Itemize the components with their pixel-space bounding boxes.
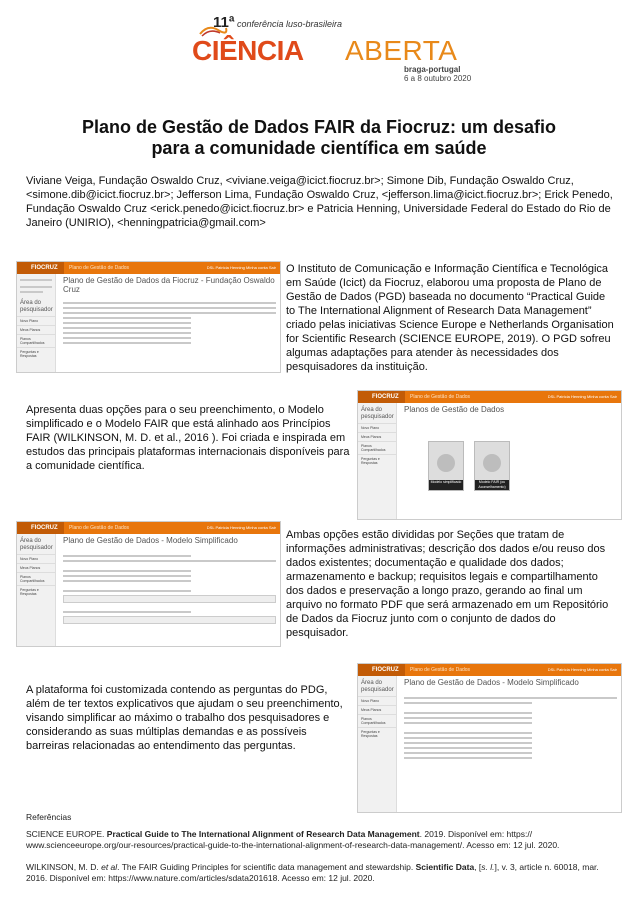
brand-label: FIOCRUZ (358, 391, 405, 403)
sidebar-item: Novo Plano (358, 423, 396, 432)
ref-2-author: WILKINSON, M. D. (26, 862, 102, 872)
reference-1 (26, 829, 618, 851)
sidebar-item: Planos Compartilhados (358, 441, 396, 454)
screen-title: Plano de Gestão de Dados - Modelo Simplificado (63, 536, 238, 545)
document-icon (437, 454, 455, 472)
logo-event-line (213, 14, 342, 31)
model-card-simple (428, 441, 464, 491)
sidebar-item: Novo Plano (358, 696, 396, 705)
paragraph-4: A plataforma foi customizada contendo as perguntas do PDG, além de ter textos explicativos que ajudam o seu preenchimento, visando simplificar ao máximo o trabalho dos pesquisadores e considerando as suas múltiplas demandas e as possíveis barreiras relacionadas ao entendimento das perguntas. (26, 684, 343, 752)
sidebar-item: Perguntas e Respostas (17, 585, 55, 598)
screenshot-plans (357, 390, 622, 520)
model-card-fair (474, 441, 510, 491)
ref-2-etal: et al (101, 862, 118, 872)
paragraph-3: Ambas opções estão divididas por Seções que tratam de informações administrativas; descrição dos dados e/ou reuso dos dados existentes; documentação e qualidade dos dados; armazenamento e backup; requisitos legais e compartilhamento dos dados e preservação a longo prazo, gerando ao final um arquivo no formato PDF que será armazenado em um Repositório de Dados da Fiocruz junto com o conjunto de dados do pesquisador. (286, 529, 609, 639)
logo-dates: 6 a 8 outubro 2020 (404, 74, 472, 83)
title-line-2: para a comunidade científica em saúde (151, 138, 487, 158)
title-line-1: Plano de Gestão de Dados FAIR da Fiocruz: um desafio (81, 117, 557, 137)
screenshot-form-admin (16, 521, 281, 647)
sidebar-item: Meus Planos (358, 432, 396, 441)
system-label: Plano de Gestão de Dados (410, 394, 471, 400)
ref-1-rest: . 2019. Disponível em: https:// www.scienceeurope.org/our-resources/practical-guide-to-the-international-alignment-of-research-data-management/. Acesso em: 12 jul. 2020. (26, 829, 560, 850)
sidebar-title: Área do pesquisador (20, 300, 53, 313)
reference-2 (26, 862, 618, 884)
ref-2-title: . The FAIR Guiding Principles for scientific data management and stewardship. (117, 862, 416, 872)
sidebar-item: Perguntas e Respostas (358, 454, 396, 467)
model-card-label: Modelo simplificado (429, 480, 463, 490)
screenshot-form-data (357, 663, 622, 813)
sidebar-item: Perguntas e Respostas (17, 347, 55, 360)
sidebar-item: Novo Plano (17, 554, 55, 563)
sidebar (17, 274, 56, 372)
sidebar-item: Meus Planos (17, 325, 55, 334)
paragraph-1: O Instituto de Comunicação e Informação Científica e Tecnológica em Saúde (Icict) da Fiocruz, elaborou uma proposta de Plano de Gestão de Dados (PGD) baseada no documento “Practical Guide to The International Alignment of Research Data Management” criado pelas iniciativas Science Europe e Netherlands Organisation for Scientific Research (SCIENCE EUROPE, 2019). O PGD sofreu algumas adaptações para atender às necessidades dos pesquisadores da instituição. (286, 263, 614, 373)
sidebar (358, 676, 397, 812)
user-menu: DSL Patricia Henning Minha conta Sair (547, 667, 617, 672)
sidebar-item: Meus Planos (358, 705, 396, 714)
brand-label: FIOCRUZ (358, 664, 405, 676)
user-menu: DSL Patricia Henning Minha conta Sair (206, 525, 276, 530)
sidebar (358, 403, 397, 519)
sidebar-title: Área do pesquisador (361, 407, 394, 420)
sidebar-item: Planos Compartilhados (17, 572, 55, 585)
sidebar (17, 534, 56, 646)
sidebar-title: Área do pesquisador (20, 538, 53, 551)
sidebar-item: Planos Compartilhados (358, 714, 396, 727)
poster-title (0, 117, 638, 159)
ref-2-bracket: , [ (474, 862, 482, 872)
logo-event-text: conferência luso-brasileira (236, 19, 342, 29)
authors: Viviane Veiga, Fundação Oswaldo Cruz, <viviane.veiga@icict.fiocruz.br>; Simone Dib, Fundação Oswaldo Cruz, <simone.dib@icict.fiocruz.br>; Jefferson Lima, Fundação Oswaldo Cruz, <jefferson.lima@icict.fiocruz.br>; Erick Penedo, Fundação Oswaldo Cruz <erick.penedo@icict.fiocruz.br> e Patricia Henning, Universidade Federal do Estado do Rio de Janeiro (UNIRIO), <henningpatricia@gmail.com> (26, 175, 613, 229)
user-menu: DSL Patricia Henning Minha conta Sair (547, 394, 617, 399)
sidebar-item: Perguntas e Respostas (358, 727, 396, 740)
logo-city: braga-portugal (404, 65, 461, 74)
ref-2-rest: ], v. 3, article n. 60018, mar. 2016. Disponível em: https://www.nature.com/articles/sdata201618. Acesso em: 12 jul. 2020. (26, 862, 599, 883)
paragraph-2: Apresenta duas opções para o seu preenchimento, o Modelo simplificado e o Modelo FAIR que está alinhado aos Princípios FAIR (WILKINSON, M. D. et al., 2016 ). Foi criada e inspirada em estudos das principais plataformas internacionais disponíveis para a comunidade científica. (26, 404, 350, 472)
user-menu: DSL Patricia Henning Minha conta Sair (206, 265, 276, 270)
document-icon (483, 454, 501, 472)
system-label: Plano de Gestão de Dados (69, 525, 130, 531)
sidebar-item: Novo Plano (17, 316, 55, 325)
sidebar-item: Planos Compartilhados (17, 334, 55, 347)
ref-1-title: Practical Guide to The International Alignment of Research Data Management (106, 829, 420, 839)
logo-aberta: ABERTA (345, 35, 458, 66)
system-label: Plano de Gestão de Dados (69, 265, 130, 271)
ref-2-sl: s. l. (481, 862, 495, 872)
system-label: Plano de Gestão de Dados (410, 667, 471, 673)
brand-label: FIOCRUZ (17, 262, 64, 274)
references-heading: Referências (26, 812, 72, 822)
sidebar-title: Área do pesquisador (361, 680, 394, 693)
model-card-label: Modelo FAIR (ou Aconselhamento) (475, 480, 509, 490)
screen-title: Plano de Gestão de Dados - Modelo Simplificado (404, 678, 579, 687)
logo-ciencia: CIÊNCIA (192, 35, 304, 66)
screen-title: Planos de Gestão de Dados (404, 405, 505, 414)
sidebar-item: Meus Planos (17, 563, 55, 572)
logo-subtitle (404, 65, 471, 83)
ref-2-journal: Scientific Data (415, 862, 475, 872)
screen-title: Plano de Gestão de Dados da Fiocruz - Fundação Oswaldo Cruz (63, 276, 275, 294)
ref-1-author: SCIENCE EUROPE. (26, 829, 107, 839)
logo-edition: 11ª (213, 14, 235, 31)
brand-label: FIOCRUZ (17, 522, 64, 534)
screenshot-home (16, 261, 281, 373)
